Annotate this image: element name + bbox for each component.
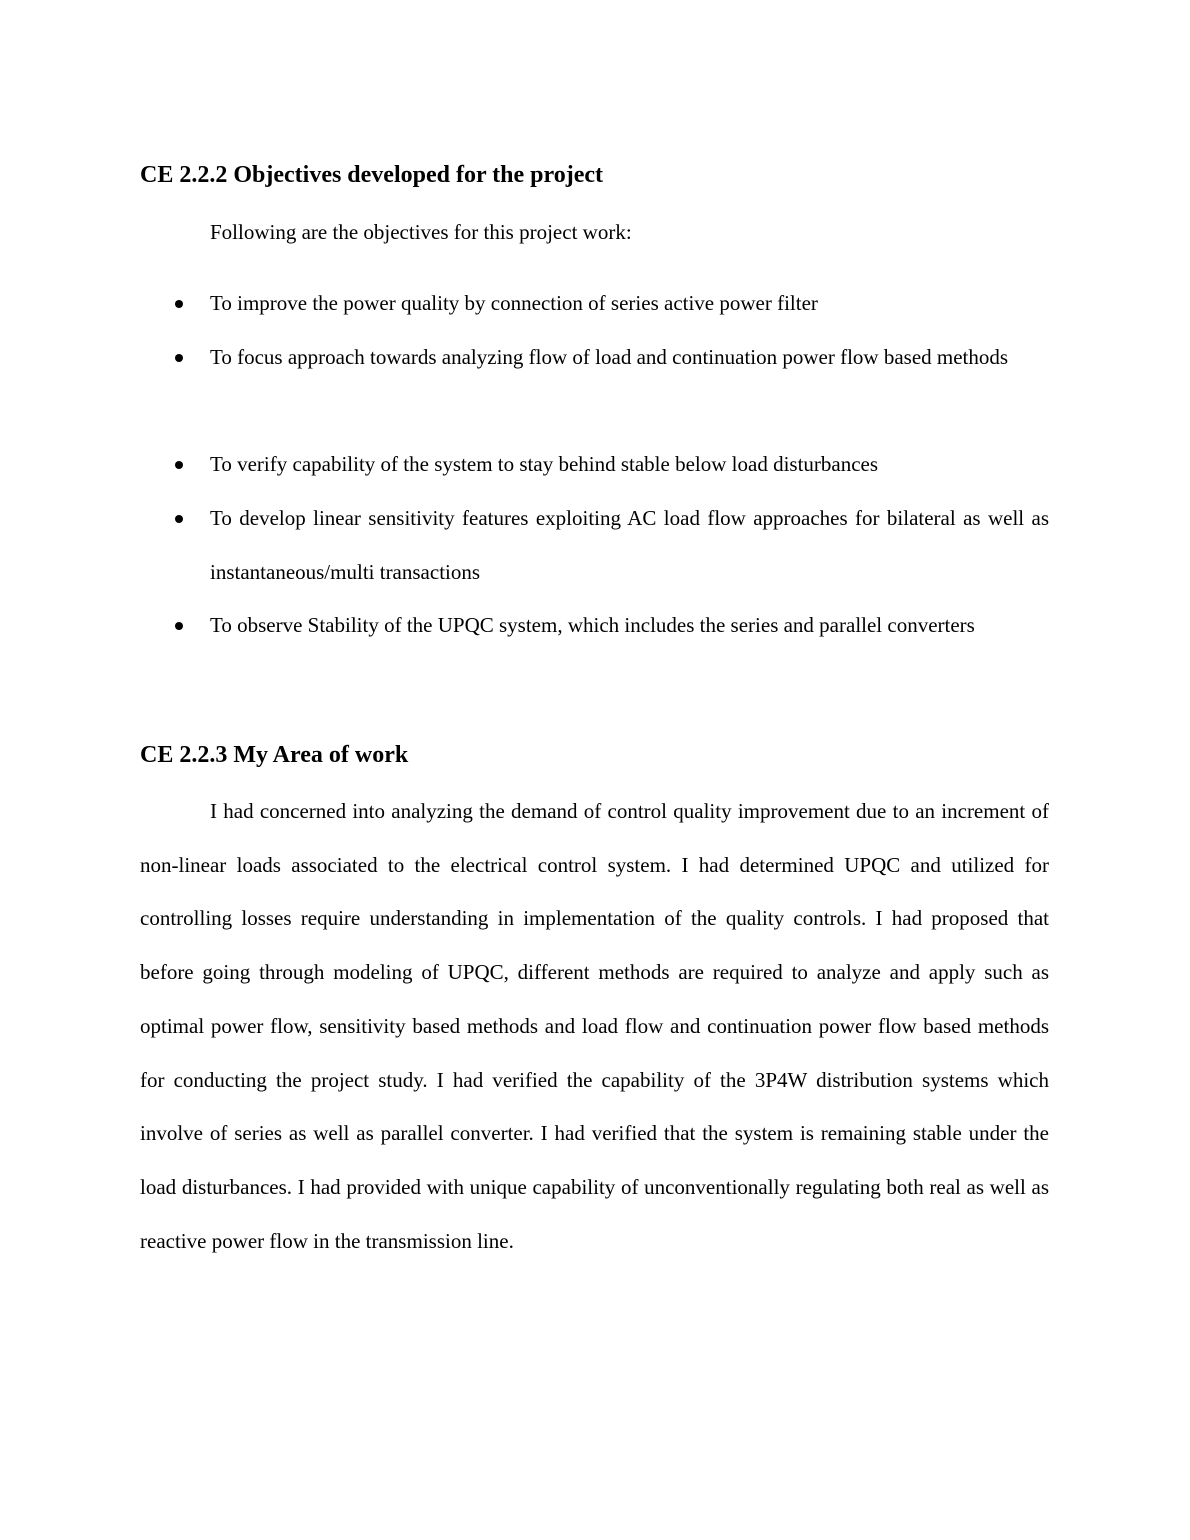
- objectives-intro: Following are the objectives for this project work:: [210, 220, 632, 244]
- bullet-icon: [175, 300, 183, 308]
- objective-text: To improve the power quality by connection of series active power filter: [210, 291, 818, 315]
- objective-text: To observe Stability of the UPQC system, which includes the series and parallel converters: [210, 613, 975, 637]
- section-heading-area-of-work: CE 2.2.3 My Area of work: [140, 742, 409, 768]
- bullet-icon: [175, 461, 183, 469]
- bullet-icon: [175, 354, 183, 362]
- objective-text: To develop linear sensitivity features exploiting AC load flow approaches for bilateral as well as instantaneous/multi transactions: [210, 506, 1049, 584]
- area-of-work-paragraph: I had concerned into analyzing the demand of control quality improvement due to an increment of non-linear loads associated to the electrical control system. I had determined UPQC and utilized for controlling losses require understanding in implementation of the quality controls. I had proposed that before going through modeling of UPQC, different methods are required to analyze and apply such as optimal power flow, sensitivity based methods and load flow and continuation power flow based methods for conducting the project study. I had verified the capability of the 3P4W distribution systems which involve of series as well as parallel converter. I had verified that the system is remaining stable under the load disturbances. I had provided with unique capability of unconventionally regulating both real as well as reactive power flow in the transmission line.: [140, 799, 1049, 1253]
- bullet-icon: [175, 515, 183, 523]
- section-heading-objectives: CE 2.2.2 Objectives developed for the project: [140, 162, 604, 188]
- objective-text: To verify capability of the system to stay behind stable below load disturbances: [210, 452, 879, 476]
- objective-text: To focus approach towards analyzing flow of load and continuation power flow based methods: [210, 345, 1009, 369]
- bullet-icon: [175, 622, 183, 630]
